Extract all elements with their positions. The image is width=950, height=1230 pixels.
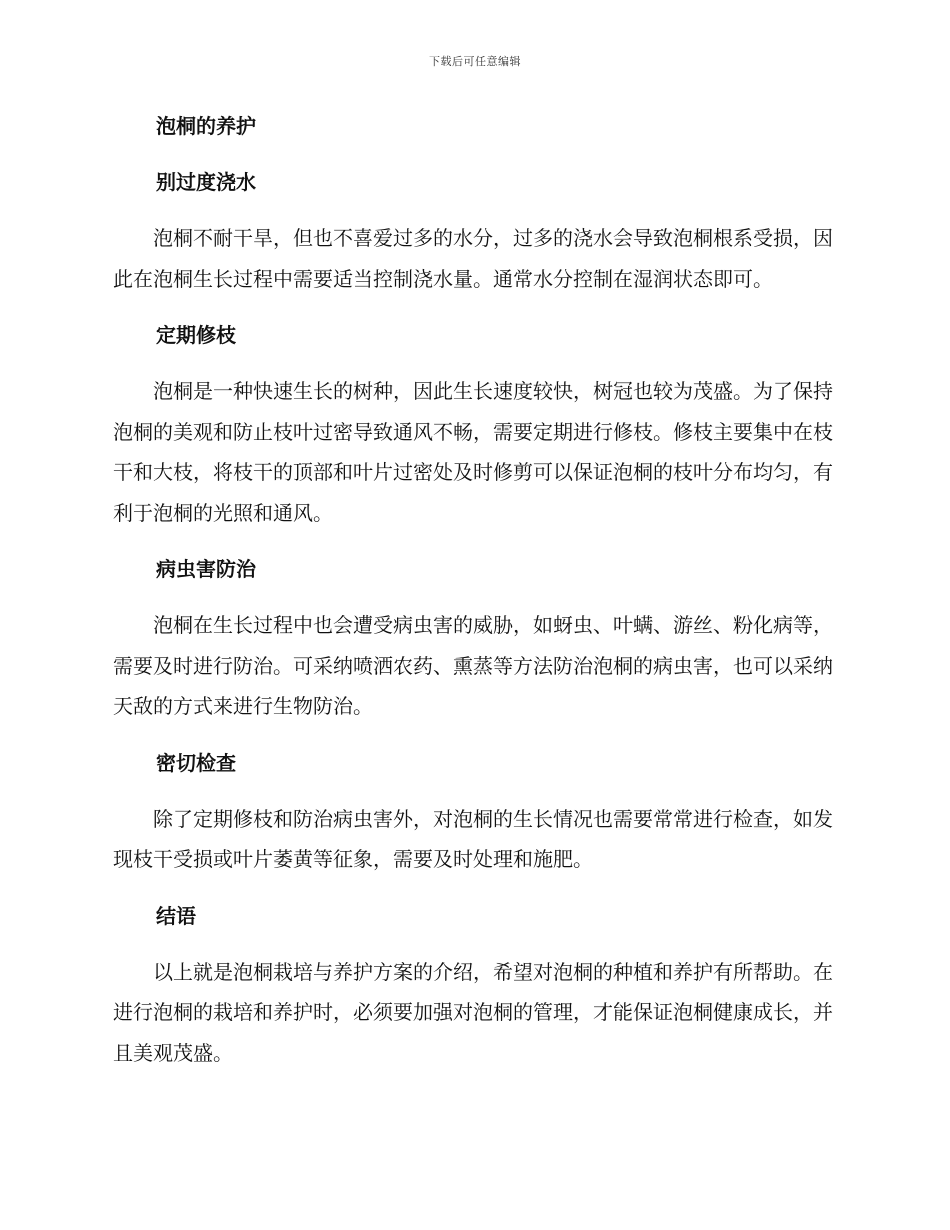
section-paragraph: 以上就是泡桐栽培与养护方案的介绍，希望对泡桐的种植和养护有所帮助。在进行泡桐的栽培和养护时，必须要加强对泡桐的管理，才能保证泡桐健康成长，并且美观茂盛。 (113, 959, 833, 1065)
section-conclusion (113, 896, 833, 1074)
section-pest-control (113, 549, 833, 727)
section-paragraph: 泡桐是一种快速生长的树种，因此生长速度较快，树冠也较为茂盛。为了保持泡桐的美观和防止枝叶过密导致通风不畅，需要定期进行修枝。修枝主要集中在枝干和大枝，将枝干的顶部和叶片过密处及时修剪可以保证泡桐的枝叶分布均匀，有利于泡桐的光照和通风。 (113, 379, 833, 525)
section-watering (113, 162, 833, 299)
section-heading: 密切检查 (156, 750, 236, 775)
section-heading: 病虫害防治 (156, 557, 256, 581)
section-heading: 别过度浇水 (156, 170, 256, 194)
section-paragraph: 泡桐在生长过程中也会遭受病虫害的威胁，如蚜虫、叶螨、游丝、粉化病等，需要及时进行防治。可采纳喷洒农药、熏蒸等方法防治泡桐的病虫害，也可以采纳天敌的方式来进行生物防治。 (113, 613, 833, 718)
document-body (113, 106, 833, 1089)
document-title: 泡桐的养护 (156, 114, 256, 138)
section-inspection (113, 743, 833, 880)
section-heading: 结语 (156, 903, 196, 928)
section-pruning (113, 315, 833, 533)
page-header: 下载后可任意编辑 (429, 55, 521, 68)
section-paragraph: 泡桐不耐干旱，但也不喜爱过多的水分，过多的浇水会导致泡桐根系受损，因此在泡桐生长过程中需要适当控制浇水量。通常水分控制在湿润状态即可。 (113, 226, 833, 291)
section-heading: 定期修枝 (156, 323, 236, 347)
section-paragraph: 除了定期修枝和防治病虫害外，对泡桐的生长情况也需要常常进行检查，如发现枝干受损或叶片萎黄等征象，需要及时处理和施肥。 (113, 806, 833, 871)
